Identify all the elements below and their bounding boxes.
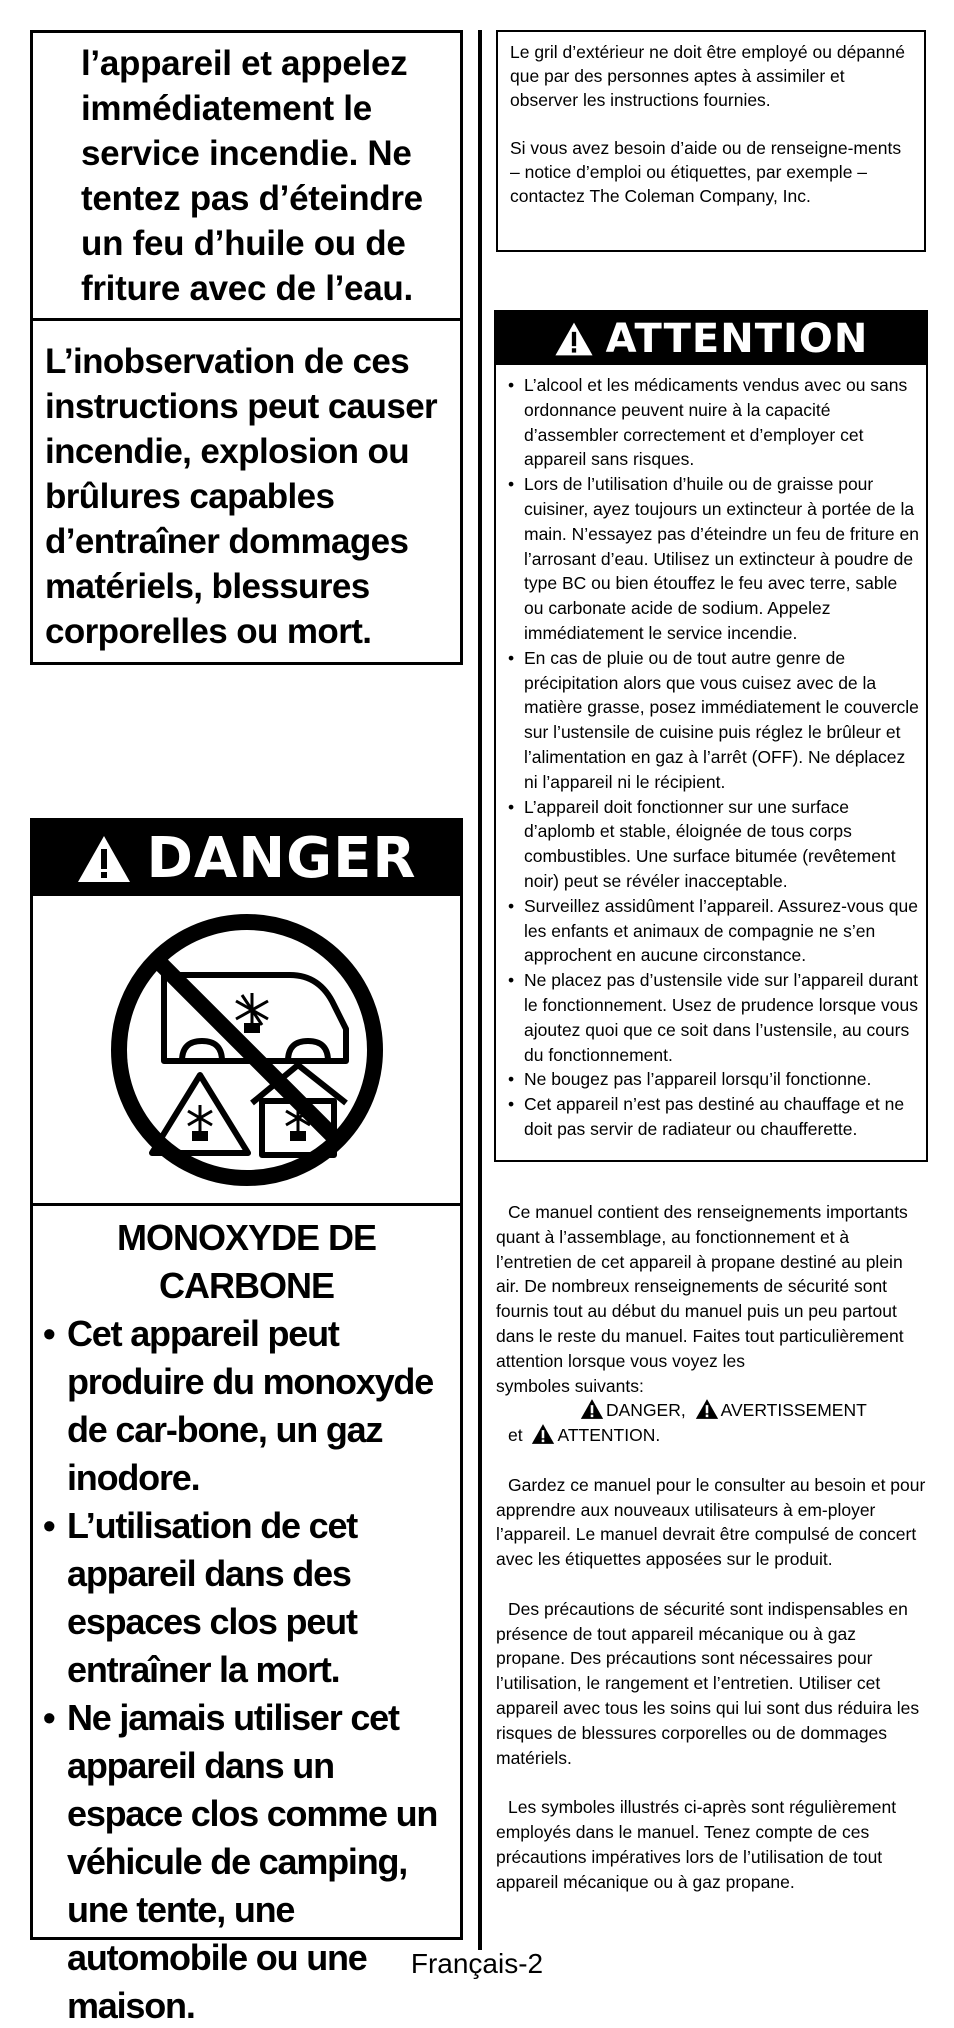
warning-triangle-icon xyxy=(580,1398,604,1420)
fire-instruction-box xyxy=(30,30,463,321)
symbols-intro: symboles suivants: xyxy=(496,1375,644,1396)
fire-instruction-text: l’appareil et appelez immédiatement le service incendie. Ne tentez pas d’éteindre un feu d’huile ou de friture avec de l’eau. xyxy=(81,44,423,308)
symbol-and-label: et xyxy=(508,1425,523,1446)
list-item: • Ne placez pas d’ustensile vide sur l’appareil durant le fonctionnement. Usez de prudence lorsque vous ajoutez quoi que ce soit dans l’ustensile, au cours du fonctionnement. xyxy=(508,968,920,1067)
co-warning-list xyxy=(33,1310,460,2028)
column-divider xyxy=(478,30,482,1950)
list-item: • Lors de l’utilisation d’huile ou de graisse pour cuisiner, ayez toujours un extincteur à portée de la main. N’essayez pas d’éteindre un feu de friture en l’arrosant d’eau. Utilisez un extincteur à poudre de type BC ou bien étouffez le feu avec terre, sable ou carbonate acide de sodium. Appelez immédiatement le service incendie. xyxy=(508,472,920,646)
manual-paragraph-3: Des précautions de sécurité sont indispensables en présence de tout appareil mécanique ou à gaz propane. Des précautions sont nécessaires pour l’utilisation, le rangement et l’entretien. Utiliser cet appareil avec tous les soins qui lui sont dus réduira les risques de blessures corporelles ou de dommages matériels. xyxy=(496,1598,920,1768)
list-item: • Surveillez assidûment l’appareil. Assurez-vous que les enfants et animaux de compagnie ne s’en approchent en aucune circonstance. xyxy=(508,894,920,968)
danger-header xyxy=(33,821,460,896)
failure-warning-text: L’inobservation de ces instructions peut causer incendie, explosion ou brûlures capables d’entraîner dommages matériels, blessures corporelles ou mort. xyxy=(45,342,438,651)
manual-paragraph-1: Ce manuel contient des renseignements importants quant à l’assemblage, au fonctionnement et à l’entretien de cet appareil à propane destiné au plein air. De nombreux renseignements de sécurité sont fournis tout au début du manuel puis un peu partout dans le reste du manuel. Faites tout particulièrement attention lorsque vous voyez les xyxy=(496,1202,908,1371)
warning-triangle-icon xyxy=(531,1423,555,1445)
list-item: • En cas de pluie ou de tout autre genre de précipitation alors que vous cuisez avec de la matière grasse, posez immédiatement le couvercle sur l’ustensile de cuisine puis réglez le brûleur et l’alimentation en gaz à l’arrêt (OFF). Ne déplacez ni l’appareil ni le récipient. xyxy=(508,646,920,795)
list-item: • L’alcool et les médicaments vendus avec ou sans ordonnance peuvent nuire à la capacité d’assembler correctement et d’employer cet appareil sans risques. xyxy=(508,373,920,472)
danger-header-text: DANGER xyxy=(146,826,417,891)
manual-paragraph-4: Les symboles illustrés ci-après sont régulièrement employés dans le manuel. Tenez compte de ces précautions impératives lors de l’utilisation de tout appareil mécanique ou à gaz propane. xyxy=(496,1797,897,1892)
operator-info-box xyxy=(496,30,926,252)
list-item: • Ne jamais utiliser cet appareil dans un espace clos comme un véhicule de camping, une tente, une automobile ou une maison. xyxy=(43,1694,452,2028)
list-item: • Cet appareil peut produire du monoxyde de car-bone, un gaz inodore. xyxy=(43,1310,452,1502)
attention-header xyxy=(496,312,926,365)
attention-header-text: ATTENTION xyxy=(605,315,869,362)
symbols-line-1 xyxy=(496,1398,928,1423)
co-title xyxy=(33,1214,460,1310)
warning-triangle-icon xyxy=(76,834,132,884)
failure-warning-box xyxy=(30,318,463,665)
manual-paragraph-2: Gardez ce manuel pour le consulter au besoin et pour apprendre aux nouveaux utilisateurs à em-ployer l’appareil. Le manuel devrait être compulsé de concert avec les étiquettes apposées sur le produit. xyxy=(496,1474,926,1570)
symbol-danger-label: DANGER, xyxy=(606,1400,686,1421)
manual-paragraph xyxy=(496,1200,928,1448)
manual-intro-text xyxy=(496,1200,928,1894)
pictogram-area xyxy=(33,896,460,1206)
co-title-line1: MONOXYDE DE xyxy=(116,1217,377,1258)
list-item: • L’appareil doit fonctionner sur une surface d’aplomb et stable, éloignée de tous corps combustibles. Une surface bitumée (revêtement noir) peut se révéler inacceptable. xyxy=(508,795,920,894)
symbol-attention-label: ATTENTION. xyxy=(557,1425,661,1446)
symbols-line-2 xyxy=(496,1423,928,1448)
attention-panel xyxy=(494,310,928,1162)
symbol-warning-label: AVERTISSEMENT xyxy=(720,1400,867,1421)
operator-info-text: Le gril d’extérieur ne doit être employé ou dépanné que par des personnes aptes à assimiler et observer les instructions fournies. xyxy=(510,42,905,110)
danger-panel xyxy=(30,818,463,2026)
warning-triangle-icon xyxy=(554,321,594,357)
list-item: • Cet appareil n’est pas destiné au chauffage et ne doit pas servir de radiateur ou chaufferette. xyxy=(508,1092,920,1142)
no-co-hazard-pictogram-icon xyxy=(102,905,392,1195)
page-footer: Français-2 xyxy=(410,1948,544,1979)
attention-list xyxy=(496,365,926,1142)
list-item: • L’utilisation de cet appareil dans des espaces clos peut entraîner la mort. xyxy=(43,1502,452,1694)
co-title-line2: CARBONE xyxy=(158,1265,334,1306)
warning-triangle-icon xyxy=(695,1398,719,1420)
list-item: • Ne bougez pas l’appareil lorsqu’il fonctionne. xyxy=(508,1067,920,1092)
assistance-info-text: Si vous avez besoin d’aide ou de renseigne-ments – notice d’emploi ou étiquettes, par exemple – contactez The Coleman Company, Inc. xyxy=(510,138,902,206)
